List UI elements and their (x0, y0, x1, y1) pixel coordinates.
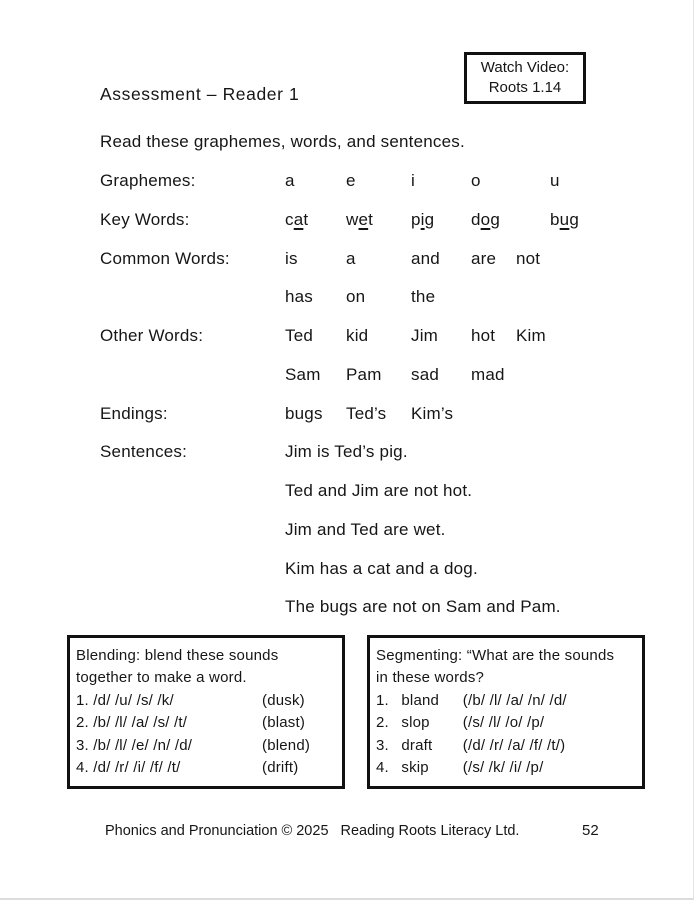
common-word: on (346, 287, 366, 307)
key-word-onset: c (285, 209, 294, 229)
blending-item-sounds: /d/ /r/ /i/ /f/ /t/ (93, 758, 181, 776)
common-word: is (285, 248, 298, 268)
segmenting-item (376, 735, 637, 757)
key-word-onset: b (550, 209, 560, 229)
segmenting-item (376, 757, 637, 779)
footer-credit-right: Reading Roots Literacy Ltd. (340, 823, 520, 839)
blending-item (76, 690, 337, 712)
other-word: Pam (346, 364, 382, 384)
key-word-vowel: e (358, 209, 369, 229)
page-number: 52 (582, 822, 599, 839)
key-word (346, 210, 373, 230)
blending-item (76, 757, 337, 779)
segmenting-item-sounds: (/s/ /l/ /o/ /p/ (462, 714, 545, 732)
endings-row (100, 404, 675, 443)
key-word-vowel: o (480, 209, 491, 229)
key-word-onset: p (411, 209, 421, 229)
key-word-coda: g (490, 209, 500, 229)
common-word: the (411, 287, 436, 307)
key-word-onset: d (471, 209, 481, 229)
key-word (550, 210, 579, 230)
blending-item-number: 4. (76, 758, 89, 776)
blending-item-answer: (dusk) (262, 691, 305, 709)
segmenting-item-word: draft (401, 736, 433, 754)
sentence-text: Kim has a cat and a dog. (285, 558, 478, 578)
watch-video-box (464, 52, 586, 104)
key-word-vowel: i (420, 209, 425, 229)
other-word: Kim (516, 326, 546, 345)
blending-item-sounds: /d/ /u/ /s/ /k/ (93, 691, 174, 709)
segmenting-item-number: 4. (376, 758, 389, 776)
label-graphemes: Graphemes: (100, 171, 196, 190)
common-words-row-2 (100, 287, 675, 326)
label-endings: Endings: (100, 403, 168, 423)
segmenting-item-sounds: (/b/ /l/ /a/ /n/ /d/ (462, 691, 567, 709)
key-word-onset: w (346, 209, 359, 229)
segmenting-item-number: 2. (376, 714, 389, 732)
label-common-words: Common Words: (100, 248, 230, 268)
blending-item-number: 3. (76, 736, 89, 754)
other-words-row-1 (100, 326, 675, 365)
other-word: Sam (285, 364, 321, 384)
sentence-text: Jim and Ted are wet. (285, 519, 446, 539)
key-word-vowel: u (559, 209, 570, 229)
sentence-text: The bugs are not on Sam and Pam. (285, 597, 561, 617)
other-word: Jim (411, 326, 439, 345)
watch-video-line1: Watch Video: (480, 59, 570, 76)
footer-credit (105, 823, 519, 839)
key-word-coda: t (303, 209, 309, 229)
blending-heading-line2: together to make a word. (76, 669, 247, 687)
common-word: not (516, 248, 541, 268)
key-word-coda: t (368, 209, 374, 229)
ending-item: Ted’s (346, 403, 387, 423)
blending-item (76, 735, 337, 757)
page-title: Assessment – Reader 1 (100, 84, 300, 104)
grapheme-item: a (285, 171, 295, 190)
label-key-words: Key Words: (100, 209, 190, 229)
segmenting-item-number: 3. (376, 736, 389, 754)
other-word: hot (471, 326, 496, 345)
blending-item-answer: (drift) (262, 758, 299, 776)
segmenting-item (376, 712, 637, 734)
key-word (411, 210, 434, 230)
common-word: and (411, 248, 440, 268)
ending-item: Kim’s (411, 403, 454, 423)
intro-text: Read these graphemes, words, and sentences. (100, 132, 465, 151)
sentence-text: Ted and Jim are not hot. (285, 481, 473, 500)
blending-item-number: 2. (76, 714, 89, 732)
segmenting-item (376, 690, 637, 712)
watch-video-line2: Roots 1.14 (488, 79, 562, 96)
segmenting-item-word: bland (401, 691, 440, 709)
common-word: a (346, 248, 356, 268)
grapheme-item: u (550, 171, 560, 190)
blending-item-sounds: /b/ /l/ /a/ /s/ /t/ (93, 714, 188, 732)
blending-item-sounds: /b/ /l/ /e/ /n/ /d/ (93, 736, 193, 754)
blending-item-answer: (blast) (262, 714, 306, 732)
other-words-row-2 (100, 365, 675, 404)
ending-item: bugs (285, 403, 323, 423)
word-table (100, 171, 675, 636)
key-word-coda: g (424, 209, 435, 229)
common-word: are (471, 248, 497, 268)
other-word: mad (471, 364, 505, 384)
footer-credit-left: Phonics and Pronunciation © 2025 (105, 823, 329, 839)
sentences-row-5 (100, 597, 675, 636)
grapheme-item: e (346, 171, 356, 190)
key-word (471, 210, 500, 230)
key-words-row (100, 210, 675, 249)
segmenting-item-sounds: (/s/ /k/ /i/ /p/ (462, 758, 544, 776)
label-other-words: Other Words: (100, 326, 204, 345)
other-word: kid (346, 326, 369, 345)
segmenting-item-word: skip (401, 758, 429, 776)
key-word-vowel: a (293, 209, 304, 229)
common-word: has (285, 287, 314, 307)
grapheme-item: i (411, 171, 415, 190)
blending-heading-line1: Blending: blend these sounds (76, 647, 279, 664)
label-sentences: Sentences: (100, 442, 188, 462)
sentences-row-4 (100, 559, 675, 598)
grapheme-item: o (471, 171, 481, 190)
sentences-row-2 (100, 481, 675, 520)
blending-item-answer: (blend) (262, 736, 311, 754)
sentence-text: Jim is Ted’s pig. (285, 442, 408, 462)
segmenting-box (367, 635, 645, 789)
sentences-row-3 (100, 520, 675, 559)
key-word (285, 210, 308, 230)
graphemes-row (100, 171, 675, 210)
sentences-row-1 (100, 442, 675, 481)
blending-box (67, 635, 345, 789)
common-words-row-1 (100, 249, 675, 288)
segmenting-item-sounds: (/d/ /r/ /a/ /f/ /t/) (462, 736, 566, 754)
segmenting-heading-line2: in these words? (376, 669, 485, 687)
blending-item (76, 712, 337, 734)
other-word: sad (411, 364, 440, 384)
segmenting-item-number: 1. (376, 691, 389, 709)
segmenting-heading-line1: Segmenting: “What are the sounds (376, 647, 615, 664)
segmenting-item-word: slop (401, 714, 430, 732)
key-word-coda: g (569, 209, 579, 229)
other-word: Ted (285, 326, 314, 345)
blending-item-number: 1. (76, 691, 89, 709)
